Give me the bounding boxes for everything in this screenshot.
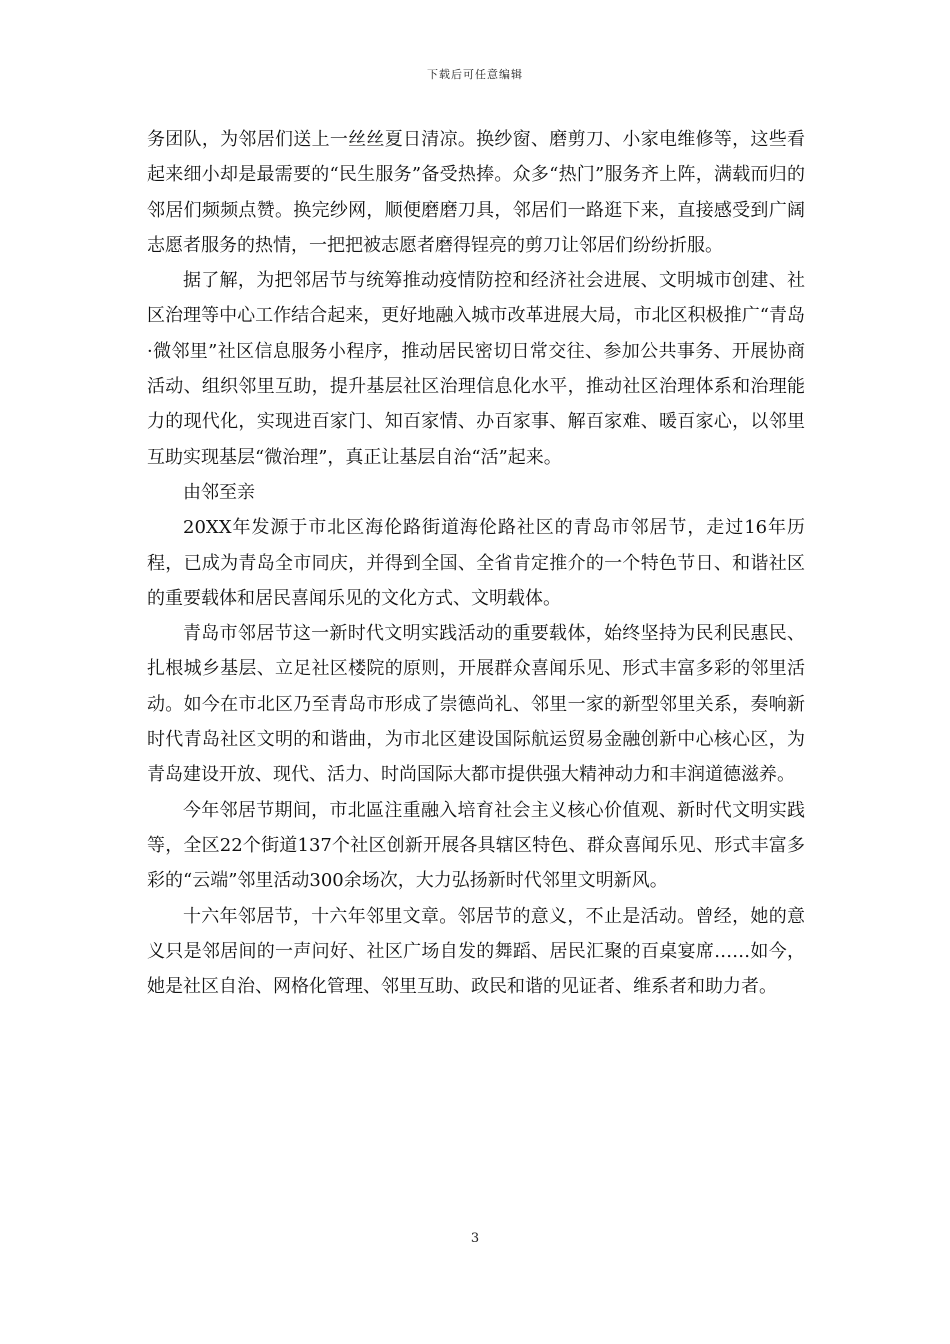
section-heading: 由邻至亲 xyxy=(183,481,255,503)
paragraph: 十六年邻居节，十六年邻里文章。邻居节的意义，不止是活动。曾经，她的意义只是邻居间的一声问好、社区广场自发的舞蹈、居民汇聚的百桌宴席……如今，她是社区自治、网格化管理、邻里互助、政民和谐的见证者、维系者和助力者。 xyxy=(147,905,805,998)
page-number: 3 xyxy=(470,1231,480,1246)
paragraph: 青岛市邻居节这一新时代文明实践活动的重要载体，始终坚持为民利民惠民、扎根城乡基层、立足社区楼院的原则，开展群众喜闻乐见、形式丰富多彩的邻里活动。如今在市北区乃至青岛市形成了崇德尚礼、邻里一家的新型邻里关系，奏响新时代青岛社区文明的和谐曲，为市北区建设国际航运贸易金融创新中心核心区，为青岛建设开放、现代、活力、时尚国际大都市提供强大精神动力和丰润道德滋养。 xyxy=(147,623,805,786)
page-header: 下载后可任意编辑 xyxy=(427,68,523,81)
paragraph: 今年邻居节期间，市北區注重融入培育社会主义核心价值观、新时代文明实践等，全区22个街道137个社区创新开展各具辖区特色、群众喜闻乐见、形式丰富多彩的“云端”邻里活动300余场次，大力弘扬新时代邻里文明新风。 xyxy=(147,799,805,892)
paragraph: 据了解，为把邻居节与统筹推动疫情防控和经济社会进展、文明城市创建、社区治理等中心工作结合起来，更好地融入城市改革进展大局，市北区积极推广“青岛·微邻里”社区信息服务小程序，推动居民密切日常交往、参加公共事务、开展协商活动、组织邻里互助，提升基层社区治理信息化水平，推动社区治理体系和治理能力的现代化，实现进百家门、知百家情、办百家事、解百家难、暖百家心，以邻里互助实现基层“微治理”，真正让基层自治“活”起来。 xyxy=(147,270,805,468)
paragraph: 20XX年发源于市北区海伦路街道海伦路社区的青岛市邻居节，走过16年历程，已成为青岛全市同庆，并得到全国、全省肯定推介的一个特色节日、和谐社区的重要载体和居民喜闻乐见的文化方式、文明载体。 xyxy=(147,517,805,609)
paragraph-continued: 务团队，为邻居们送上一丝丝夏日清凉。换纱窗、磨剪刀、小家电维修等，这些看起来细小却是最需要的“民生服务”备受热捧。众多“热门”服务齐上阵，满载而归的邻居们频频点赞。换完纱网，顺便磨磨刀具，邻居们一路逛下来，直接感受到广阔志愿者服务的热情，一把把被志愿者磨得锃亮的剪刀让邻居们纷纷折服。 xyxy=(147,129,805,256)
document-body xyxy=(147,122,805,1004)
